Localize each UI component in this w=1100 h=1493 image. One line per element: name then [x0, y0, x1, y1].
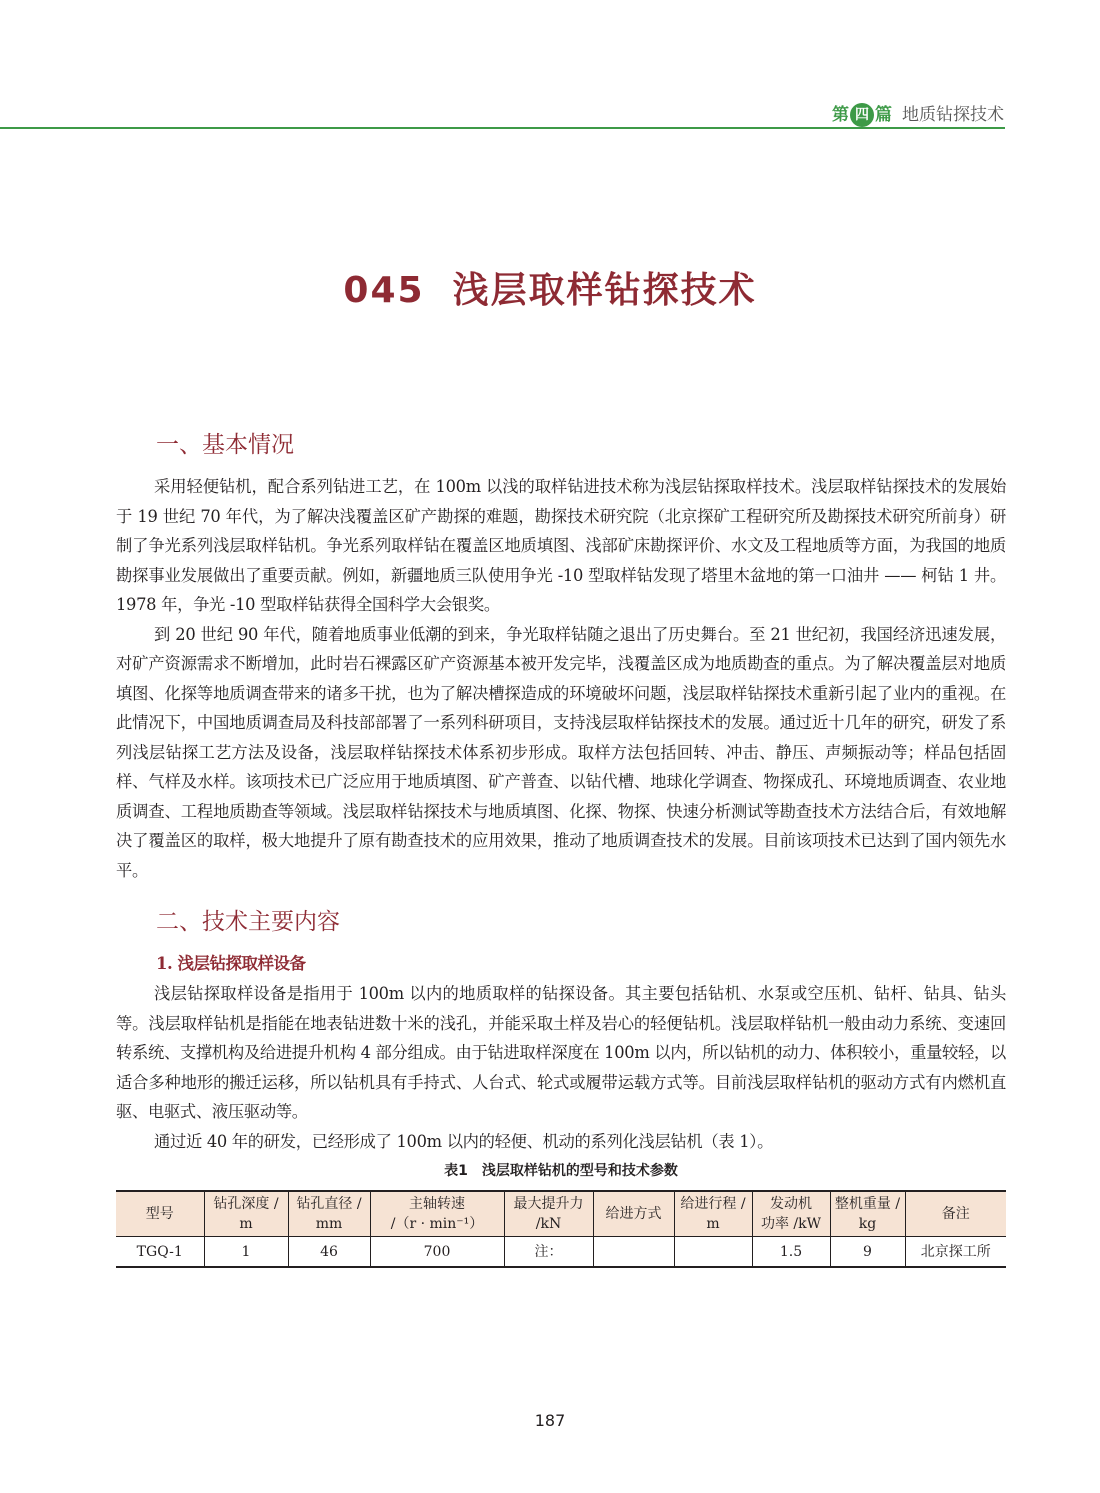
body-paragraph: 浅层钻探取样设备是指用于 100m 以内的地质取样的钻探设备。其主要包括钻机、水泵或空压机、钻杆、钻具、钻头等。浅层取样钻机是指能在地表钻进数十米的浅孔，并能采取土样及岩心的轻便钻机。浅层取样钻机一般由动力系统、变速回转系统、支撑机构及给进提升机构 4 部分组成。由于钻进取样深度在 100m 以内，所以钻机的动力、体积较小，重量较轻，以适合多种地形的搬迁运移，所以钻机具有手持式、人台式、轮式或履带运载方式等。目前浅层取样钻机的驱动方式有内燃机直驱、电驱式、液压驱动等。 [116, 984, 1006, 1121]
spec-table [116, 1190, 1006, 1268]
header-cell: 钻孔深度 / m [204, 1191, 288, 1237]
chapter-title [0, 262, 1100, 313]
table-row [116, 1237, 1006, 1268]
section-heading-basic: 一、基本情况 [156, 432, 294, 458]
table-cell: 9 [830, 1237, 905, 1268]
header-cell: 给进方式 [593, 1191, 674, 1237]
chapter-name: 浅层取样钻探技术 [452, 270, 757, 311]
header-cell: 给进行程 / m [674, 1191, 752, 1237]
header-cell: 主轴转速 /（r · min⁻¹） [370, 1191, 504, 1237]
header-cell: 最大提升力 /kN [504, 1191, 593, 1237]
main-content [116, 428, 1006, 1268]
part-number-badge: 四 [850, 103, 874, 127]
part-prefix: 第 [832, 105, 849, 125]
subsection-heading: 1. 浅层钻探取样设备 [156, 954, 306, 973]
chapter-number: 045 [343, 270, 425, 311]
table-cell: 700 [370, 1237, 504, 1268]
header-cell: 发动机 功率 /kW [752, 1191, 830, 1237]
section-heading-content: 二、技术主要内容 [156, 909, 340, 935]
table-cell: 46 [288, 1237, 370, 1268]
body-paragraph: 通过近 40 年的研发，已经形成了 100m 以内的轻便、机动的系列化浅层钻机（表 1）。 [154, 1131, 774, 1151]
table-cell [593, 1237, 674, 1268]
body-paragraph: 到 20 世纪 90 年代，随着地质事业低潮的到来，争光取样钻随之退出了历史舞台。至 21 世纪初，我国经济迅速发展，对矿产资源需求不断增加，此时岩石裸露区矿产资源基本被开发完毕，浅覆盖区成为地质勘查的重点。为了解决覆盖层对地质填图、化探等地质调查带来的诸多干扰，也为了解决槽探造成的环境破坏问题，浅层取样钻探技术重新引起了业内的重视。在此情况下，中国地质调查局及科技部部署了一系列科研项目，支持浅层取样钻探技术的发展。通过近十几年的研究，研发了系列浅层钻探工艺方法及设备，浅层取样钻探技术体系初步形成。取样方法包括回转、冲击、静压、声频振动等；样品包括固样、气样及水样。该项技术已广泛应用于地质填图、矿产普查、以钻代槽、地球化学调查、物探成孔、环境地质调查、农业地质调查、工程地质勘查等领域。浅层取样钻探技术与地质填图、化探、物探、快速分析测试等勘查技术方法结合后，有效地解决了覆盖区的取样，极大地提升了原有勘查技术的应用效果，推动了地质调查技术的发展。目前该项技术已达到了国内领先水平。 [116, 624, 1006, 880]
part-label [832, 100, 1004, 127]
page-number: 187 [534, 1411, 566, 1430]
header-cell: 整机重量 / kg [830, 1191, 905, 1237]
table-cell: TGQ-1 [116, 1237, 204, 1268]
header-cell: 型号 [116, 1191, 204, 1237]
part-suffix: 篇 [875, 105, 892, 125]
part-title: 地质钻探技术 [902, 105, 1004, 125]
table-cell: 1.5 [752, 1237, 830, 1268]
running-header [0, 0, 1100, 130]
table-cell [674, 1237, 752, 1268]
body-paragraph: 采用轻便钻机，配合系列钻进工艺，在 100m 以浅的取样钻进技术称为浅层钻探取样技术。浅层取样钻探技术的发展始于 19 世纪 70 年代，为了解决浅覆盖区矿产勘探的难题，勘探技术研究院（北京探矿工程研究所及勘探技术研究所前身）研制了争光系列浅层取样钻机。争光系列取样钻在覆盖区地质填图、浅部矿床勘探评价、水文及工程地质等方面，为我国的地质勘探事业发展做出了重要贡献。例如，新疆地质三队使用争光 -10 型取样钻发现了塔里木盆地的第一口油井 —— 柯钻 1 井。1978 年，争光 -10 型取样钻获得全国科学大会银奖。 [116, 477, 1006, 614]
header-rule [0, 127, 1005, 129]
table-cell: 注： [504, 1237, 593, 1268]
table-caption: 表1 浅层取样钻机的型号和技术参数 [444, 1163, 678, 1179]
header-cell: 钻孔直径 / mm [288, 1191, 370, 1237]
table-cell: 1 [204, 1237, 288, 1268]
table-cell: 北京探工所 [905, 1237, 1006, 1268]
table-header-row [116, 1191, 1006, 1237]
header-cell: 备注 [905, 1191, 1006, 1237]
